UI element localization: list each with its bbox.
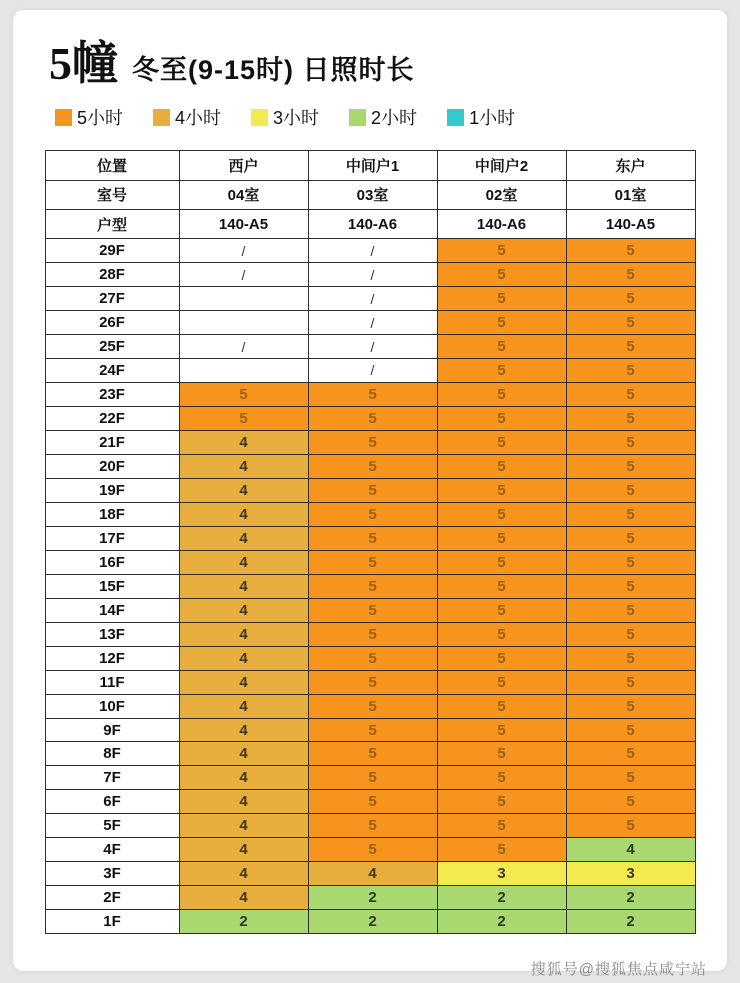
cell-2F-1: 2 [308, 886, 437, 910]
column-header-0: 西户 [179, 151, 308, 180]
floor-row-7F [45, 766, 695, 790]
cell-8F-1: 5 [308, 742, 437, 766]
cell-24F-3: 5 [566, 358, 695, 382]
floor-label-1F: 1F [45, 910, 179, 934]
cell-9F-2: 5 [437, 718, 566, 742]
floor-row-8F [45, 742, 695, 766]
floor-row-27F [45, 287, 695, 311]
legend-item-h5 [55, 104, 123, 130]
floor-row-2F [45, 886, 695, 910]
cell-1F-3: 2 [566, 910, 695, 934]
floor-label-7F: 7F [45, 766, 179, 790]
cell-18F-0: 4 [179, 502, 308, 526]
cell-15F-0: 4 [179, 574, 308, 598]
legend-label-h1: 1小时 [469, 108, 516, 129]
cell-29F-1: / [308, 239, 437, 263]
cell-10F-0: 4 [179, 694, 308, 718]
cell-11F-2: 5 [437, 670, 566, 694]
floor-row-23F [45, 382, 695, 406]
cell-19F-0: 4 [179, 478, 308, 502]
cell-7F-2: 5 [437, 766, 566, 790]
cell-13F-3: 5 [566, 622, 695, 646]
floor-label-14F: 14F [45, 598, 179, 622]
cell-5F-1: 5 [308, 814, 437, 838]
unit-type-2: 140-A6 [437, 209, 566, 238]
cell-16F-2: 5 [437, 550, 566, 574]
cell-19F-1: 5 [308, 478, 437, 502]
cell-3F-3: 3 [566, 862, 695, 886]
floor-row-28F [45, 263, 695, 287]
floor-label-22F: 22F [45, 406, 179, 430]
cell-12F-3: 5 [566, 646, 695, 670]
cell-11F-1: 5 [308, 670, 437, 694]
cell-7F-0: 4 [179, 766, 308, 790]
cell-9F-1: 5 [308, 718, 437, 742]
cell-21F-3: 5 [566, 430, 695, 454]
floor-row-12F [45, 646, 695, 670]
cell-17F-2: 5 [437, 526, 566, 550]
table-header-row-type [45, 209, 695, 238]
floor-row-18F [45, 502, 695, 526]
cell-17F-0: 4 [179, 526, 308, 550]
sunshine-table [45, 150, 696, 934]
cell-12F-2: 5 [437, 646, 566, 670]
cell-5F-0: 4 [179, 814, 308, 838]
cell-21F-0: 4 [179, 430, 308, 454]
floor-label-18F: 18F [45, 502, 179, 526]
floor-label-21F: 21F [45, 430, 179, 454]
floor-row-20F [45, 454, 695, 478]
cell-19F-3: 5 [566, 478, 695, 502]
watermark: 搜狐号@搜狐焦点咸宁站 [530, 961, 707, 978]
floor-row-9F [45, 718, 695, 742]
cell-15F-3: 5 [566, 574, 695, 598]
table-header-row-position [45, 151, 695, 180]
cell-18F-2: 5 [437, 502, 566, 526]
legend-swatch-h1 [447, 109, 464, 126]
cell-4F-2: 5 [437, 838, 566, 862]
floor-row-19F [45, 478, 695, 502]
legend-swatch-h5 [55, 109, 72, 126]
page-title [13, 10, 727, 88]
cell-22F-3: 5 [566, 406, 695, 430]
floor-row-21F [45, 430, 695, 454]
legend-item-h1 [447, 104, 515, 130]
cell-15F-2: 5 [437, 574, 566, 598]
building-name: 5幢 [49, 38, 118, 89]
cell-16F-3: 5 [566, 550, 695, 574]
cell-18F-3: 5 [566, 502, 695, 526]
cell-28F-3: 5 [566, 263, 695, 287]
floor-row-26F [45, 311, 695, 335]
floor-label-11F: 11F [45, 670, 179, 694]
legend-swatch-h4 [153, 109, 170, 126]
cell-2F-3: 2 [566, 886, 695, 910]
legend-swatch-h2 [349, 109, 366, 126]
floor-label-4F: 4F [45, 838, 179, 862]
title-text: 冬至(9-15时) 日照时长 [132, 55, 415, 85]
cell-26F-1: / [308, 311, 437, 335]
cell-7F-1: 5 [308, 766, 437, 790]
floor-label-5F: 5F [45, 814, 179, 838]
cell-2F-0: 4 [179, 886, 308, 910]
cell-12F-0: 4 [179, 646, 308, 670]
floor-label-2F: 2F [45, 886, 179, 910]
cell-8F-3: 5 [566, 742, 695, 766]
floor-label-20F: 20F [45, 454, 179, 478]
cell-16F-1: 5 [308, 550, 437, 574]
legend-swatch-h3 [251, 109, 268, 126]
floor-row-10F [45, 694, 695, 718]
cell-27F-0 [179, 287, 308, 311]
floor-label-12F: 12F [45, 646, 179, 670]
cell-29F-0: / [179, 239, 308, 263]
floor-row-24F [45, 358, 695, 382]
cell-18F-1: 5 [308, 502, 437, 526]
cell-7F-3: 5 [566, 766, 695, 790]
cell-23F-3: 5 [566, 382, 695, 406]
cell-6F-3: 5 [566, 790, 695, 814]
cell-28F-2: 5 [437, 263, 566, 287]
cell-27F-2: 5 [437, 287, 566, 311]
cell-8F-2: 5 [437, 742, 566, 766]
cell-13F-1: 5 [308, 622, 437, 646]
floor-row-16F [45, 550, 695, 574]
cell-17F-3: 5 [566, 526, 695, 550]
cell-23F-0: 5 [179, 382, 308, 406]
corner-header: 位置 [45, 151, 179, 180]
floor-label-23F: 23F [45, 382, 179, 406]
room-number-1: 03室 [308, 180, 437, 209]
floor-label-3F: 3F [45, 862, 179, 886]
floor-label-27F: 27F [45, 287, 179, 311]
unit-type-3: 140-A5 [566, 209, 695, 238]
cell-1F-1: 2 [308, 910, 437, 934]
cell-24F-1: / [308, 358, 437, 382]
cell-9F-0: 4 [179, 718, 308, 742]
cell-10F-3: 5 [566, 694, 695, 718]
floor-row-5F [45, 814, 695, 838]
cell-24F-0 [179, 358, 308, 382]
cell-14F-3: 5 [566, 598, 695, 622]
cell-15F-1: 5 [308, 574, 437, 598]
cell-9F-3: 5 [566, 718, 695, 742]
floor-label-29F: 29F [45, 239, 179, 263]
cell-27F-3: 5 [566, 287, 695, 311]
floor-label-8F: 8F [45, 742, 179, 766]
floor-row-4F [45, 838, 695, 862]
floor-label-13F: 13F [45, 622, 179, 646]
cell-20F-0: 4 [179, 454, 308, 478]
cell-22F-1: 5 [308, 406, 437, 430]
cell-27F-1: / [308, 287, 437, 311]
cell-21F-1: 5 [308, 430, 437, 454]
floor-row-11F [45, 670, 695, 694]
floor-row-15F [45, 574, 695, 598]
legend [55, 104, 727, 130]
cell-26F-3: 5 [566, 311, 695, 335]
column-header-3: 东户 [566, 151, 695, 180]
cell-5F-3: 5 [566, 814, 695, 838]
cell-25F-3: 5 [566, 335, 695, 359]
cell-25F-2: 5 [437, 335, 566, 359]
legend-label-h4: 4小时 [175, 108, 222, 129]
sunshine-table-body [45, 151, 695, 934]
floor-row-13F [45, 622, 695, 646]
legend-item-h3 [251, 104, 319, 130]
floor-label-28F: 28F [45, 263, 179, 287]
cell-22F-0: 5 [179, 406, 308, 430]
floor-label-17F: 17F [45, 526, 179, 550]
cell-3F-1: 4 [308, 862, 437, 886]
cell-6F-1: 5 [308, 790, 437, 814]
floor-label-24F: 24F [45, 358, 179, 382]
cell-2F-2: 2 [437, 886, 566, 910]
room-row-label: 室号 [45, 180, 179, 209]
cell-13F-0: 4 [179, 622, 308, 646]
floor-row-29F [45, 239, 695, 263]
column-header-1: 中间户1 [308, 151, 437, 180]
unit-type-1: 140-A6 [308, 209, 437, 238]
floor-row-17F [45, 526, 695, 550]
table-header-row-room [45, 180, 695, 209]
cell-11F-3: 5 [566, 670, 695, 694]
room-number-3: 01室 [566, 180, 695, 209]
unit-type-0: 140-A5 [179, 209, 308, 238]
cell-3F-0: 4 [179, 862, 308, 886]
cell-6F-0: 4 [179, 790, 308, 814]
cell-4F-0: 4 [179, 838, 308, 862]
cell-26F-0 [179, 311, 308, 335]
floor-row-22F [45, 406, 695, 430]
type-row-label: 户型 [45, 209, 179, 238]
legend-label-h2: 2小时 [371, 108, 418, 129]
cell-3F-2: 3 [437, 862, 566, 886]
cell-28F-0: / [179, 263, 308, 287]
legend-label-h3: 3小时 [273, 108, 320, 129]
room-number-2: 02室 [437, 180, 566, 209]
cell-25F-1: / [308, 335, 437, 359]
cell-5F-2: 5 [437, 814, 566, 838]
cell-26F-2: 5 [437, 311, 566, 335]
cell-19F-2: 5 [437, 478, 566, 502]
cell-1F-0: 2 [179, 910, 308, 934]
cell-28F-1: / [308, 263, 437, 287]
floor-label-10F: 10F [45, 694, 179, 718]
floor-label-6F: 6F [45, 790, 179, 814]
cell-11F-0: 4 [179, 670, 308, 694]
floor-label-25F: 25F [45, 335, 179, 359]
cell-24F-2: 5 [437, 358, 566, 382]
cell-10F-1: 5 [308, 694, 437, 718]
legend-item-h2 [349, 104, 417, 130]
cell-14F-1: 5 [308, 598, 437, 622]
room-number-0: 04室 [179, 180, 308, 209]
cell-12F-1: 5 [308, 646, 437, 670]
floor-row-25F [45, 335, 695, 359]
cell-20F-2: 5 [437, 454, 566, 478]
legend-item-h4 [153, 104, 221, 130]
cell-22F-2: 5 [437, 406, 566, 430]
floor-row-6F [45, 790, 695, 814]
cell-1F-2: 2 [437, 910, 566, 934]
cell-29F-3: 5 [566, 239, 695, 263]
cell-13F-2: 5 [437, 622, 566, 646]
legend-label-h5: 5小时 [77, 108, 124, 129]
floor-label-9F: 9F [45, 718, 179, 742]
cell-23F-1: 5 [308, 382, 437, 406]
floor-row-14F [45, 598, 695, 622]
cell-29F-2: 5 [437, 239, 566, 263]
cell-23F-2: 5 [437, 382, 566, 406]
floor-label-19F: 19F [45, 478, 179, 502]
cell-4F-3: 4 [566, 838, 695, 862]
cell-10F-2: 5 [437, 694, 566, 718]
cell-16F-0: 4 [179, 550, 308, 574]
column-header-2: 中间户2 [437, 151, 566, 180]
floor-label-15F: 15F [45, 574, 179, 598]
floor-row-3F [45, 862, 695, 886]
card [13, 10, 727, 978]
cell-25F-0: / [179, 335, 308, 359]
cell-14F-2: 5 [437, 598, 566, 622]
cell-20F-1: 5 [308, 454, 437, 478]
cell-6F-2: 5 [437, 790, 566, 814]
cell-21F-2: 5 [437, 430, 566, 454]
cell-4F-1: 5 [308, 838, 437, 862]
cell-17F-1: 5 [308, 526, 437, 550]
floor-label-26F: 26F [45, 311, 179, 335]
floor-row-1F [45, 910, 695, 934]
cell-8F-0: 4 [179, 742, 308, 766]
cell-20F-3: 5 [566, 454, 695, 478]
cell-14F-0: 4 [179, 598, 308, 622]
floor-label-16F: 16F [45, 550, 179, 574]
